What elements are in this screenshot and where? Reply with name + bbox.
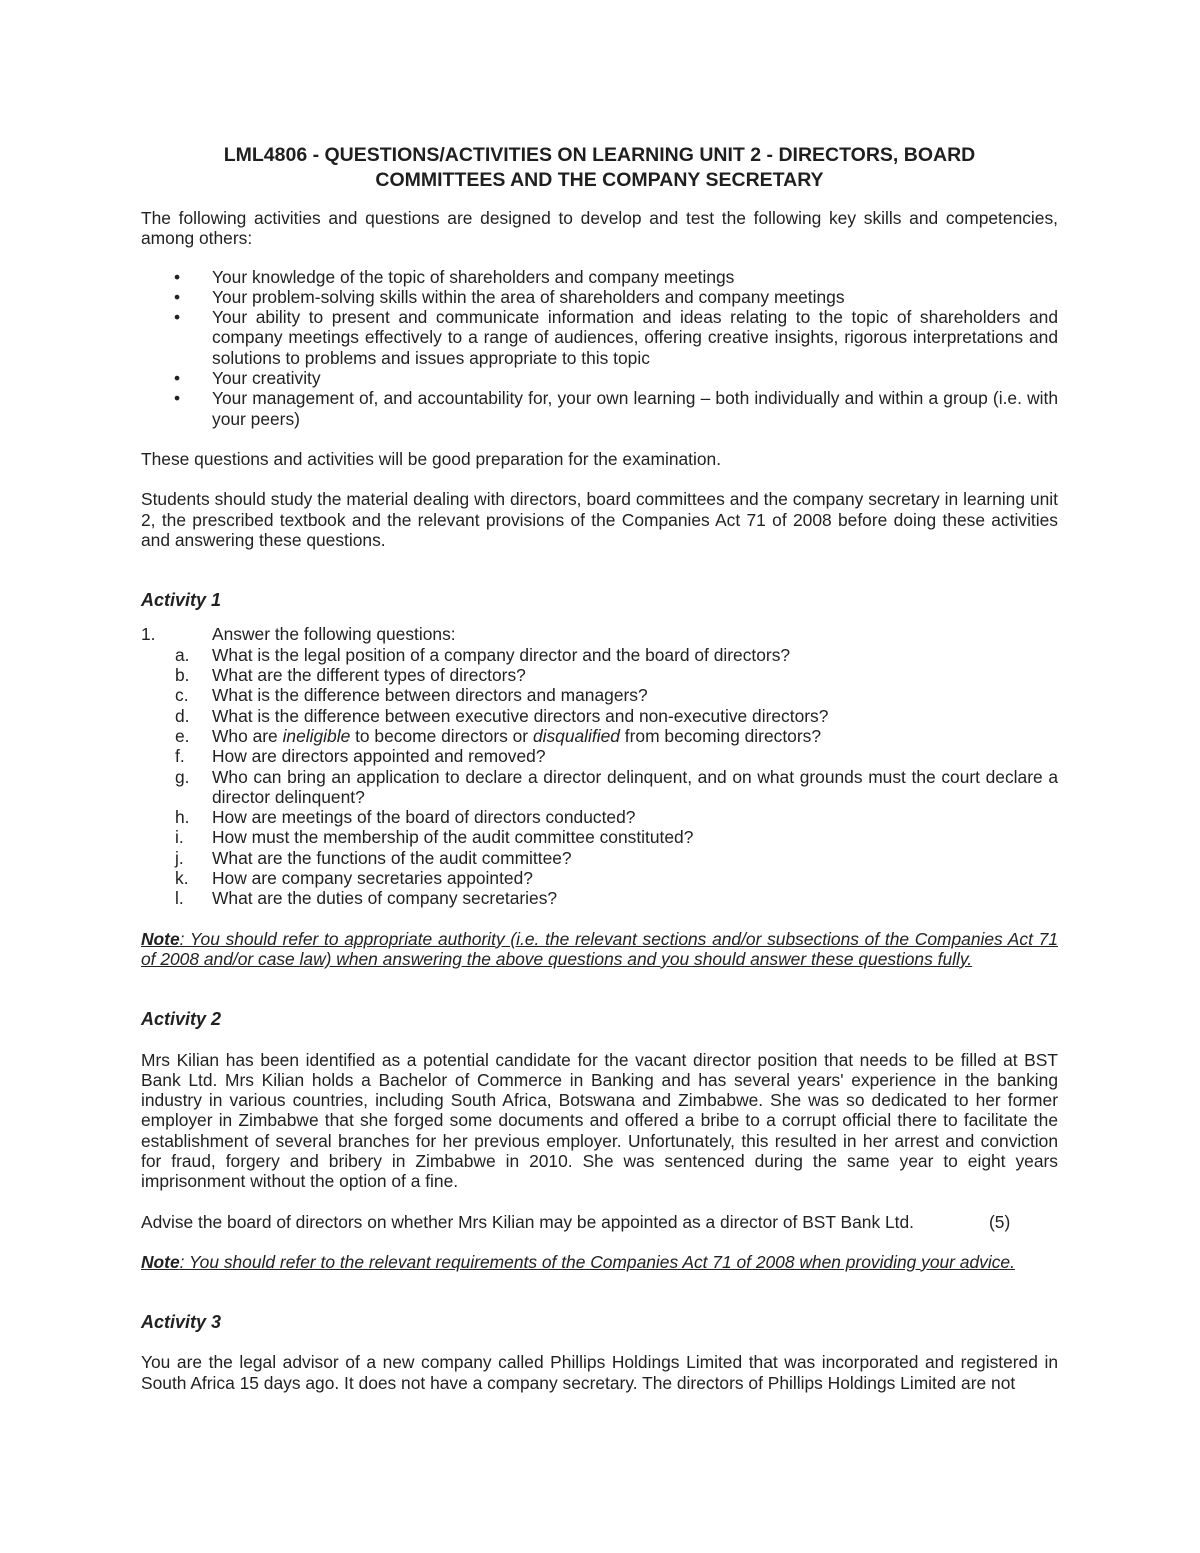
question-letter: d. <box>175 705 190 726</box>
question-letter: f. <box>175 746 185 767</box>
list-item: • Your creativity <box>174 368 321 389</box>
activity-3-scenario: You are the legal advisor of a new company called Phillips Holdings Limited that was incorporated and registered in South Africa 15 days ago. It does not have a company secretary. The directors of Phillips Holdings Limited are not <box>141 1352 1058 1393</box>
page-title <box>141 143 1058 193</box>
list-item: b. What are the different types of directors? <box>175 665 526 686</box>
list-item: • Your ability to present and communicate information and ideas relating to the topic of shareholders and company meetings effectively to a range of audiences, offering creative insights, rigorous interpretations and solutions to problems and issues appropriate to this topic <box>174 307 1058 368</box>
bullet-icon: • <box>174 388 181 409</box>
activity-1-heading: Activity 1 <box>141 590 222 611</box>
question-letter: i. <box>175 827 184 848</box>
bullet-icon: • <box>174 286 181 307</box>
question-letter: a. <box>175 644 190 665</box>
document-content <box>141 143 1058 1393</box>
question-letter: j. <box>175 847 184 868</box>
marks-badge: (5) <box>989 1211 1011 1232</box>
bullet-icon: • <box>174 266 181 287</box>
activity-3-heading: Activity 3 <box>141 1312 222 1333</box>
list-item: j. What are the functions of the audit committee? <box>175 847 572 868</box>
question-letter: l. <box>175 888 184 909</box>
list-item: c. What is the difference between directors and managers? <box>175 685 648 706</box>
question-number: 1. <box>141 624 156 645</box>
question-letter: c. <box>175 685 189 706</box>
list-item: • Your management of, and accountability for, your own learning – both individually and within a group (i.e. with your peers) <box>174 388 1058 429</box>
activity-2-note: Note: You should refer to the relevant requirements of the Companies Act 71 of 2008 when providing your advice. <box>141 1251 1015 1272</box>
question-letter: g. <box>175 766 190 787</box>
question-letter: e. <box>175 725 190 746</box>
bullet-icon: • <box>174 368 181 389</box>
list-item: i. How must the membership of the audit committee constituted? <box>175 827 694 848</box>
activity-2-question: Advise the board of directors on whether Mrs Kilian may be appointed as a director of BST Bank Ltd. (5) <box>141 1211 1011 1232</box>
list-item: l. What are the duties of company secretaries? <box>175 888 558 909</box>
activity-1-instruction: 1. Answer the following questions: <box>141 624 456 645</box>
question-letter: h. <box>175 807 190 828</box>
skills-list <box>141 267 1058 429</box>
title-line-2: COMMITTEES AND THE COMPANY SECRETARY <box>375 169 824 191</box>
list-item: d. What is the difference between executive directors and non-executive directors? <box>175 705 829 726</box>
list-item: • Your knowledge of the topic of shareholders and company meetings <box>174 266 735 287</box>
list-item: e. Who are ineligible to become directors or disqualified from becoming directors? <box>175 725 821 746</box>
title-line-1: LML4806 - QUESTIONS/ACTIVITIES ON LEARNING UNIT 2 - DIRECTORS, BOARD <box>223 144 976 166</box>
activity-2-scenario: Mrs Kilian has been identified as a potential candidate for the vacant director position that needs to be filled at BST Bank Ltd. Mrs Kilian holds a Bachelor of Commerce in Banking and has several years' experience in the banking industry in various countries, including South Africa, Botswana and Zimbabwe. She was so dedicated to her former employer in Zimbabwe that she forged some documents and offered a bribe to a corrupt official there to facilitate the establishment of several branches for her previous employer. Unfortunately, this resulted in her arrest and conviction for fraud, forgery and bribery in Zimbabwe in 2010. She was sentenced during the same year to eight years imprisonment without the option of a fine. <box>141 1049 1058 1192</box>
students-paragraph: Students should study the material dealing with directors, board committees and the company secretary in learning unit 2, the prescribed textbook and the relevant provisions of the Companies Act 71 of 2008 before doing these activities and answering these questions. <box>141 489 1058 550</box>
note-label: Note <box>141 928 180 949</box>
question-letter: b. <box>175 665 190 686</box>
preparation-paragraph: These questions and activities will be good preparation for the examination. <box>141 448 722 469</box>
question-letter: k. <box>175 868 189 889</box>
note-label: Note <box>141 1251 180 1272</box>
bullet-icon: • <box>174 307 181 328</box>
list-item: a. What is the legal position of a company director and the board of directors? <box>175 644 791 665</box>
activity-2-heading: Activity 2 <box>141 1009 222 1030</box>
list-item: • Your problem-solving skills within the area of shareholders and company meetings <box>174 286 845 307</box>
list-item: g. Who can bring an application to declare a director delinquent, and on what grounds must the court declare a director delinquent? <box>175 766 1058 807</box>
intro-paragraph: The following activities and questions are designed to develop and test the following key skills and competencies, among others: <box>141 208 1058 249</box>
list-item: k. How are company secretaries appointed? <box>175 868 533 889</box>
list-item: h. How are meetings of the board of directors conducted? <box>175 807 636 828</box>
activity-1-note: Note: You should refer to appropriate authority (i.e. the relevant sections and/or subsections of the Companies Act 71 of 2008 and/or case law) when answering the above questions and you should answer these questions fully. <box>141 928 1058 969</box>
list-item: f. How are directors appointed and removed? <box>175 746 546 767</box>
